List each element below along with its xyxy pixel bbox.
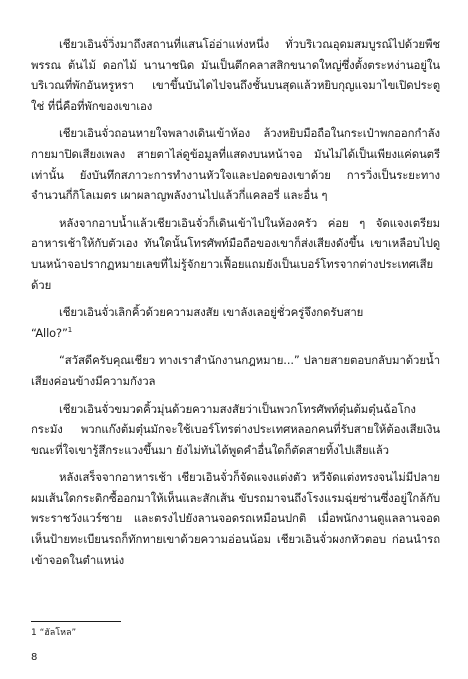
paragraph-6: เชียวเอินจั่วขมวดคิ้วมุ่นด้วยความสงสัยว่าเป็นพวกโทรศัพท์ตุ๋นต้มตุ๋นฉ้อโกงกระมัง พวกแก๊งต้มตุ๋นมักจะใช้เบอร์โทรต่างประเทศหลอกคนที่รับสายให้ต้องเสียเงิน ขณะที่ใจเขารู้สึกระแวงขึ้นมา ยังไม่ทันได้พูดคำอื่นใดก็ตัดสายทิ้งไปเสียแล้ว: [31, 401, 440, 457]
paragraph-4: เชียวเอินจั่วเลิกคิ้วด้วยความสงสัย เขาลังเลอยู่ชั่วครู่จึงกดรับสาย: [59, 305, 364, 320]
footnote: [31, 627, 76, 639]
footnote-reference: 1: [67, 325, 73, 334]
dialogue-line: [31, 323, 440, 344]
paragraph-2: เชียวเอินจั่วถอนหายใจพลางเดินเข้าห้อง ล้วงหยิบมือถือในกระเป๋าพกออกกำลังกายมาปิดเสียงเพลง สายตาไล่ดูข้อมูลที่แสดงบนหน้าจอ มันไม่ได้เป็นเพียงแค่ดนตรีเท่านั้น ยังบันทึกสภาวะการทำงานหัวใจและปอดของเขาด้วย การวิ่งเป็นระยะทางจำนวนกี่กิโลเมตร เผาผลาญพลังงานไปแล้วกี่แคลอรี่ และอื่น ๆ: [31, 126, 440, 203]
page-number: 8: [31, 652, 38, 663]
footnote-divider: [31, 621, 121, 622]
paragraph-5: “สวัสดีครับคุณเชียว ทางเราสำนักงานกฎหมาย...” ปลายสายตอบกลับมาด้วยน้ำเสียงค่อนข้างมีความกังวล: [31, 353, 440, 388]
footnote-text: “ฮัลโหล”: [39, 628, 77, 638]
paragraph-3: หลังจากอาบน้ำแล้วเชียวเอินจั่วก็เดินเข้าไปในห้องครัว ค่อย ๆ จัดแจงเตรียมอาหารเช้าให้กับตัวเอง ทันใดนั้นโทรศัพท์มือถือของเขาก็ส่งเสียงดังขึ้น เขาเหลือบไปดู บนหน้าจอปรากฏหมายเลขที่ไม่รู้จักยาวเฟื้อยแถมยังเป็นเบอร์โทรจากต่างประเทศเสียด้วย: [31, 215, 440, 292]
document-body: [31, 34, 440, 577]
footnote-number: 1: [31, 628, 37, 638]
paragraph-1: เชียวเอินจั่วิ่งมาถึงสถานที่แสนโอ่อ่าแห่งหนึ่ง ทั่วบริเวณอุดมสมบูรณ์ไปด้วยพืชพรรณ ต้นไม้ ดอกไม้ นานาชนิด มันเป็นตึกคลาสสิกขนาดใหญ่ซึ่งตั้งตระหง่านอยู่ในบริเวณที่พักอันหรูหรา เขาขึ้นบันไดไปจนถึงชั้นบนสุดแล้วหยิบกุญแจมาไขเปิดประตู ใช่ ที่นี่คือที่พักของเขาเอง: [31, 37, 440, 113]
paragraph-7: หลังเสร็จจากอาหารเช้า เชียวเอินจั่วก็จัดแจงแต่งตัว หวีจัดแต่งทรงจนไม่มีปลายผมเส้นใดกระดิกซื้ออกมาให้เห็นและสักเส้น ขับรถมาจนถึงโรงแรมฉุ่ยซ่านซึ่งอยู่ใกล้กับพระราชวังแวร์ซาย และตรงไปยังลานจอดรถเหมือนปกติ เมื่อพนักงานดูแลลานจอดเห็นป้ายทะเบียนรถก็ทักทายเขาด้วยความอ่อนน้อม เชียวเอินจั่วผงกหัวตอบ ก่อนนำรถเข้าจอดในตำแหน่ง: [31, 470, 440, 567]
dialogue-text: “Allo?”: [31, 325, 68, 340]
